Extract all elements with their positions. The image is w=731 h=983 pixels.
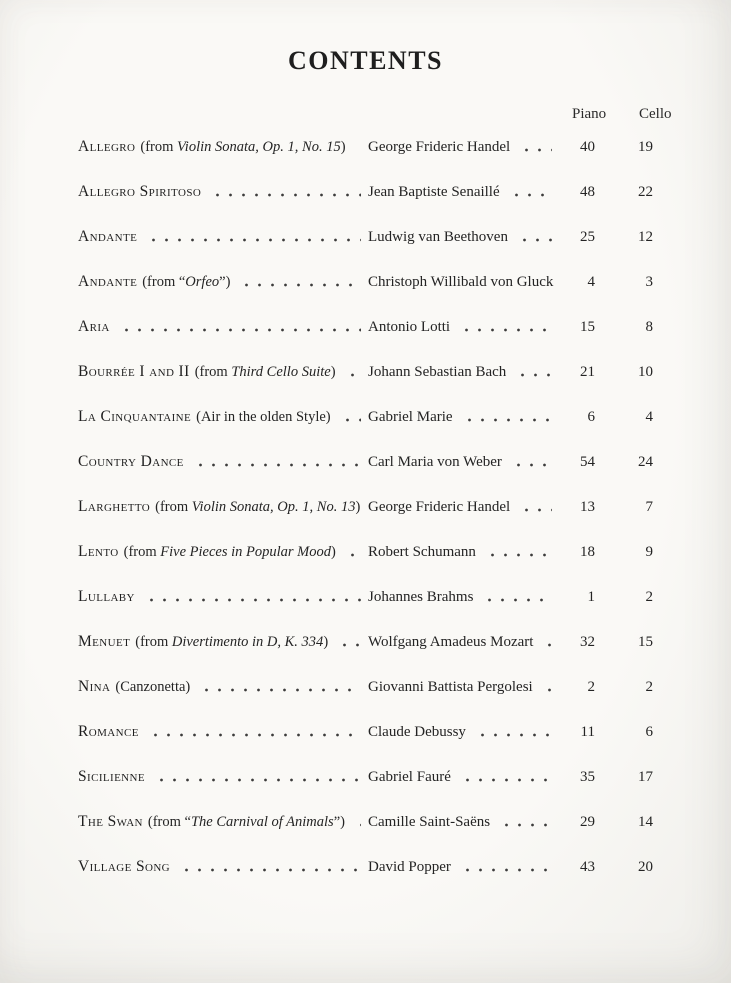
piece-title: Andante: [78, 228, 138, 245]
dot-leader: [354, 138, 361, 156]
title-column: [78, 363, 368, 381]
cello-page-value: 2: [645, 589, 653, 605]
piece-title: Larghetto: [78, 498, 151, 515]
dot-leader: [178, 858, 361, 876]
cello-page-value: 14: [638, 814, 653, 830]
piece-title: Allegro: [78, 138, 136, 155]
piece-title: The Swan: [78, 813, 143, 830]
title-column: [78, 498, 368, 516]
cello-page-value: 2: [645, 679, 653, 695]
cello-page-value: 12: [638, 229, 653, 245]
cello-page-number: [595, 544, 665, 561]
dot-leader: [508, 184, 552, 201]
composer-name: Robert Schumann: [368, 544, 476, 560]
cello-page-value: 15: [638, 634, 653, 650]
title-column: [78, 678, 368, 696]
piano-page-number: 40: [580, 139, 595, 155]
title-column: [78, 723, 368, 741]
piece-title: Lento: [78, 543, 119, 560]
cello-page-number: [595, 184, 665, 201]
composer-column: [368, 724, 559, 741]
qualifier-roman-pre: (Air in the olden Style): [196, 409, 331, 425]
qualifier-roman-pre: (from: [194, 364, 232, 380]
composer-column: [368, 229, 559, 246]
column-header-cello: Cello: [639, 106, 672, 122]
composer-column: [368, 454, 559, 471]
cello-page-value: 22: [638, 184, 653, 200]
piano-page-number: 1: [587, 589, 595, 605]
dot-leader: [344, 363, 361, 381]
column-header-piano: Piano: [572, 106, 607, 122]
piano-page-number: 32: [580, 634, 595, 650]
piece-title: Sicilienne: [78, 768, 145, 785]
dot-leader: [481, 589, 552, 606]
toc-row: [78, 588, 665, 608]
toc-row: [78, 273, 665, 293]
qualifier-roman-pre: (Canzonetta): [115, 679, 191, 695]
title-column: [78, 228, 368, 246]
composer-column: [368, 769, 559, 786]
qualifier-roman-post: ”): [333, 814, 345, 830]
dot-leader: [484, 544, 552, 561]
title-column: [78, 453, 368, 471]
cello-page-value: 3: [645, 274, 653, 290]
composer-column: [368, 409, 559, 426]
composer-name: Gabriel Marie: [368, 409, 453, 425]
qualifier-roman-pre: (from: [155, 499, 192, 515]
composer-column: [368, 139, 559, 156]
composer-column: [368, 274, 559, 291]
piece-title: Aria: [78, 318, 110, 335]
composer-column: [368, 319, 559, 336]
cello-page-value: 24: [638, 454, 653, 470]
piano-page-number: 2: [587, 679, 595, 695]
toc-row: [78, 318, 665, 338]
title-column: [78, 768, 368, 786]
composer-column: [368, 499, 559, 516]
dot-leader: [459, 769, 552, 786]
cello-page-number: [595, 859, 665, 876]
cello-page-number: [595, 319, 665, 336]
dot-leader: [541, 634, 552, 651]
qualifier-roman-post: ): [355, 499, 361, 515]
dot-leader: [514, 364, 552, 381]
piece-qualifier: [142, 274, 230, 291]
cello-page-value: 10: [638, 364, 653, 380]
composer-name: Giovanni Battista Pergolesi: [368, 679, 533, 695]
composer-name: George Frideric Handel: [368, 499, 511, 515]
dot-leader: [209, 183, 361, 201]
toc-row: [78, 858, 665, 878]
dot-leader: [238, 273, 361, 291]
cello-page-number: [595, 139, 665, 156]
title-column: [78, 813, 368, 831]
dot-leader: [147, 723, 361, 741]
composer-name: Johann Sebastian Bach: [368, 364, 507, 380]
title-column: [78, 588, 368, 606]
dot-leader: [339, 408, 361, 426]
piano-page-number: 21: [580, 364, 595, 380]
composer-name: Christoph Willibald von Gluck: [368, 274, 554, 290]
piano-page-number: 35: [580, 769, 595, 785]
dot-leader: [474, 724, 552, 741]
composer-column: [368, 589, 559, 606]
composer-column: [368, 544, 559, 561]
piece-title: Bourrée I and II: [78, 363, 190, 380]
dot-leader: [461, 409, 552, 426]
qualifier-roman-pre: (from: [123, 544, 161, 560]
cello-page-number: [595, 364, 665, 381]
composer-name: Antonio Lotti: [368, 319, 451, 335]
piece-title: Nina: [78, 678, 111, 695]
composer-name: Gabriel Fauré: [368, 769, 451, 785]
composer-column: [368, 634, 559, 651]
dot-leader: [498, 814, 552, 831]
piece-title: Andante: [78, 273, 138, 290]
toc-row: [78, 363, 665, 383]
piece-title: Country Dance: [78, 453, 184, 470]
dot-leader: [336, 633, 361, 651]
piano-page-number: 4: [587, 274, 595, 290]
qualifier-italic-work-name: The Carnival of Animals: [190, 814, 334, 830]
qualifier-roman-pre: (from “: [142, 274, 186, 290]
piano-page-number: 18: [580, 544, 595, 560]
qualifier-italic-work-name: Violin Sonata, Op. 1, No. 15: [177, 139, 341, 155]
cello-page-number: [595, 229, 665, 246]
piano-page-number: 15: [580, 319, 595, 335]
qualifier-roman-pre: (from “: [147, 814, 191, 830]
qualifier-roman-post: ): [330, 544, 336, 560]
dot-leader: [518, 499, 552, 516]
composer-name: Jean Baptiste Senaillé: [368, 184, 500, 200]
piece-title: Allegro Spiritoso: [78, 183, 202, 200]
toc-row: [78, 498, 665, 518]
qualifier-italic-work-name: Divertimento in D, K. 334: [171, 634, 324, 650]
cello-page-number: [595, 499, 665, 516]
dot-leader: [518, 139, 552, 156]
qualifier-roman-pre: (from: [135, 634, 172, 650]
toc-row: [78, 183, 665, 203]
piano-page-number: 25: [580, 229, 595, 245]
composer-column: [368, 814, 559, 831]
dot-leader: [192, 453, 361, 471]
qualifier-italic-work-name: Violin Sonata, Op. 1, No. 13: [191, 499, 356, 515]
qualifier-roman-post: ): [340, 139, 346, 155]
qualifier-roman-post: ”): [219, 274, 231, 290]
toc-row: [78, 678, 665, 698]
cello-page-value: 19: [638, 139, 653, 155]
cello-page-value: 7: [645, 499, 653, 515]
title-column: [78, 543, 368, 561]
piece-qualifier: [124, 544, 336, 561]
composer-name: Camille Saint-Saëns: [368, 814, 491, 830]
qualifier-roman-post: ): [330, 364, 336, 380]
dot-leader: [143, 588, 361, 606]
dot-leader: [541, 679, 552, 696]
composer-column: [368, 184, 559, 201]
piece-title: Village Song: [78, 858, 171, 875]
qualifier-italic-work-name: Third Cello Suite: [231, 364, 331, 380]
cello-page-value: 4: [645, 409, 653, 425]
dot-leader: [118, 318, 361, 336]
piano-page-number: 6: [587, 409, 595, 425]
composer-name: Carl Maria von Weber: [368, 454, 502, 470]
qualifier-italic-work-name: Orfeo: [185, 274, 220, 290]
piece-qualifier: [140, 139, 345, 156]
piece-title: Menuet: [78, 633, 131, 650]
cello-page-value: 8: [645, 319, 653, 335]
piece-qualifier: [196, 409, 331, 426]
toc-rows: [78, 138, 665, 878]
qualifier-roman-pre: (from: [140, 139, 178, 155]
composer-name: Ludwig van Beethoven: [368, 229, 508, 245]
piece-qualifier: [135, 634, 328, 651]
cello-page-value: 9: [645, 544, 653, 560]
piece-title: Romance: [78, 723, 139, 740]
dot-leader: [344, 543, 361, 561]
piano-page-number: 11: [580, 724, 595, 740]
cello-page-value: 6: [645, 724, 653, 740]
qualifier-italic-work-name: Five Pieces in Popular Mood: [160, 544, 331, 560]
piano-page-number: 13: [580, 499, 595, 515]
composer-column: [368, 679, 559, 696]
contents-table: [78, 106, 672, 878]
title-column: [78, 318, 368, 336]
toc-row: [78, 408, 665, 428]
cello-page-number: [595, 409, 665, 426]
title-column: [78, 633, 368, 651]
composer-name: David Popper: [368, 859, 451, 875]
piano-page-number: 29: [580, 814, 595, 830]
title-column: [78, 408, 368, 426]
cello-page-number: [595, 769, 665, 786]
piano-page-number: 54: [580, 454, 595, 470]
composer-name: George Frideric Handel: [368, 139, 511, 155]
piece-qualifier: [115, 679, 190, 696]
dot-leader: [510, 454, 552, 471]
toc-row: [78, 813, 665, 833]
dot-leader: [458, 319, 552, 336]
cello-page-number: [595, 634, 665, 651]
cello-page-number: [595, 274, 665, 291]
cello-page-number: [595, 814, 665, 831]
cello-page-number: [595, 679, 665, 696]
composer-name: Johannes Brahms: [368, 589, 474, 605]
piece-qualifier: [148, 814, 345, 831]
composer-name: Claude Debussy: [368, 724, 466, 740]
page-title: CONTENTS: [287, 46, 444, 75]
dot-leader: [516, 229, 552, 246]
piano-page-number: 48: [580, 184, 595, 200]
column-headers: [78, 106, 672, 124]
title-column: [78, 138, 368, 156]
dot-leader: [198, 678, 361, 696]
composer-column: [368, 859, 559, 876]
title-column: [78, 858, 368, 876]
cello-page-value: 20: [638, 859, 653, 875]
cello-page-number: [595, 724, 665, 741]
piano-page-number: 43: [580, 859, 595, 875]
title-column: [78, 183, 368, 201]
toc-row: [78, 723, 665, 743]
toc-row: [78, 453, 665, 473]
composer-name: Wolfgang Amadeus Mozart: [368, 634, 534, 650]
piece-title: Lullaby: [78, 588, 135, 605]
toc-row: [78, 633, 665, 653]
title-column: [78, 273, 368, 291]
dot-leader: [153, 768, 361, 786]
toc-row: [78, 228, 665, 248]
toc-row: [78, 768, 665, 788]
composer-column: [368, 364, 559, 381]
piece-qualifier: [155, 499, 360, 516]
dot-leader: [145, 228, 361, 246]
dot-leader: [459, 859, 552, 876]
piece-qualifier: [195, 364, 336, 381]
cello-page-value: 17: [638, 769, 653, 785]
dot-leader: [353, 813, 361, 831]
toc-row: [78, 543, 665, 563]
qualifier-roman-post: ): [323, 634, 329, 650]
cello-page-number: [595, 454, 665, 471]
piece-title: La Cinquantaine: [78, 408, 192, 425]
toc-row: [78, 138, 665, 158]
cello-page-number: [595, 589, 665, 606]
